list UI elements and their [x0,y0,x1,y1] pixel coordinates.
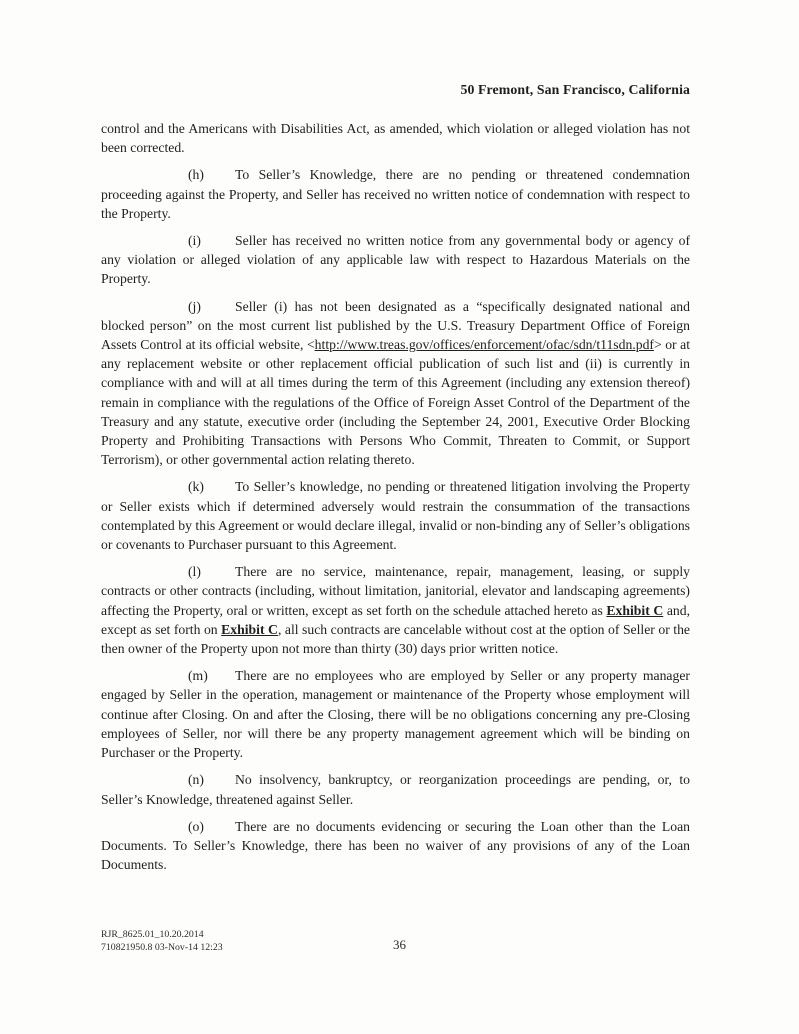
paragraph-o [101,817,690,875]
exhibit-c-reference: Exhibit C [606,602,664,618]
document-header-title: 50 Fremont, San Francisco, California [460,82,690,97]
paragraph-k [101,477,690,554]
paragraph-label: (o) [188,818,204,834]
paragraph-label: (j) [188,298,201,314]
paragraph-text: There are no employees who are employed by Seller or any property manager engaged by Seller in the operation, management or maintenance of the Property whose employment will continue after Closing. On and after the Closing, there will be no obligations concerning any pre-Closing employees of Seller, nor will there be any property management agreement which will be binding on Purchaser or the Property. [101,668,690,761]
paragraph-j [101,297,690,470]
paragraph-label: (n) [188,772,204,788]
paragraph-label: (k) [188,479,204,495]
paragraph-n [101,770,690,808]
paragraph-text: To Seller’s knowledge, no pending or threatened litigation involving the Property or Seller exists which if determined adversely would restrain the consummation of the transactions contemplated by this Agreement or would declare illegal, invalid or non-binding any of Seller’s obligations or covenants to Purchaser pursuant to this Agreement. [101,479,690,553]
paragraph-continuation [101,119,690,157]
footer-doc-id: RJR_8625.01_10.20.2014 [101,929,204,940]
paragraph-text: No insolvency, bankruptcy, or reorganization proceedings are pending, or, to Seller’s Knowledge, threatened against Seller. [101,772,690,807]
paragraph-l [101,562,690,658]
paragraph-text: and, except as set forth on [101,602,691,637]
paragraph-text: There are no service, maintenance, repair, management, leasing, or supply contracts or other contracts (including, without limitation, janitorial, elevator and landscaping agreements) affecting the Property, oral or written, except as set forth on the schedule attached hereto as [101,564,690,618]
paragraph-text: Seller (i) has not been designated as a “specifically designated national and blocked person” on the most current list published by the U.S. Treasury Department Office of Foreign Assets Control at its official website, < [101,298,690,353]
paragraph-i [101,231,690,289]
paragraph-label: (m) [188,668,208,684]
paragraph-text: There are no documents evidencing or securing the Loan other than the Loan Documents. To Seller’s Knowledge, there has been no waiver of any provisions of any of the Loan Documents. [101,818,690,873]
footer-version-timestamp: 710821950.8 03-Nov-14 12:23 [101,941,223,953]
exhibit-c-reference: Exhibit C [221,621,278,637]
paragraph-label: (l) [188,564,201,580]
page-number: 36 [393,937,406,952]
paragraph-m [101,666,690,762]
paragraph-h [101,165,690,223]
document-content [101,0,690,882]
paragraph-label: (h) [188,167,204,183]
paragraph-text: Seller has received no written notice from any governmental body or agency of any violation or alleged violation of any applicable law with respect to Hazardous Materials on the Property. [101,233,690,287]
paragraph-text: > or at any replacement website or other replacement official publication of such list and (ii) is currently in compliance with and will at all times during the term of this Agreement (including any extension thereof) remain in compliance with the regulations of the Office of Foreign Asset Control of the Department of the Treasury and any statute, executive order (including the September 24, 2001, Executive Order Blocking Property and Prohibiting Transactions with Persons Who Commit, Threaten to Commit, or Support Terrorism), or other governmental action relating thereto. [101,337,691,468]
treasury-ofac-url: http://www.treas.gov/offices/enforcement/ofac/sdn/t11sdn.pdf [314,337,654,353]
paragraph-text: , all such contracts are cancelable without cost at the option of Seller or the then owner of the Property upon not more than thirty (30) days prior written notice. [101,621,691,657]
paragraph-label: (i) [188,233,201,249]
paragraph-text: control and the Americans with Disabilities Act, as amended, which violation or alleged violation has not been corrected. [101,121,690,156]
paragraph-text: To Seller’s Knowledge, there are no pending or threatened condemnation proceeding against the Property, and Seller has received no written notice of condemnation with respect to the Property. [101,167,690,221]
